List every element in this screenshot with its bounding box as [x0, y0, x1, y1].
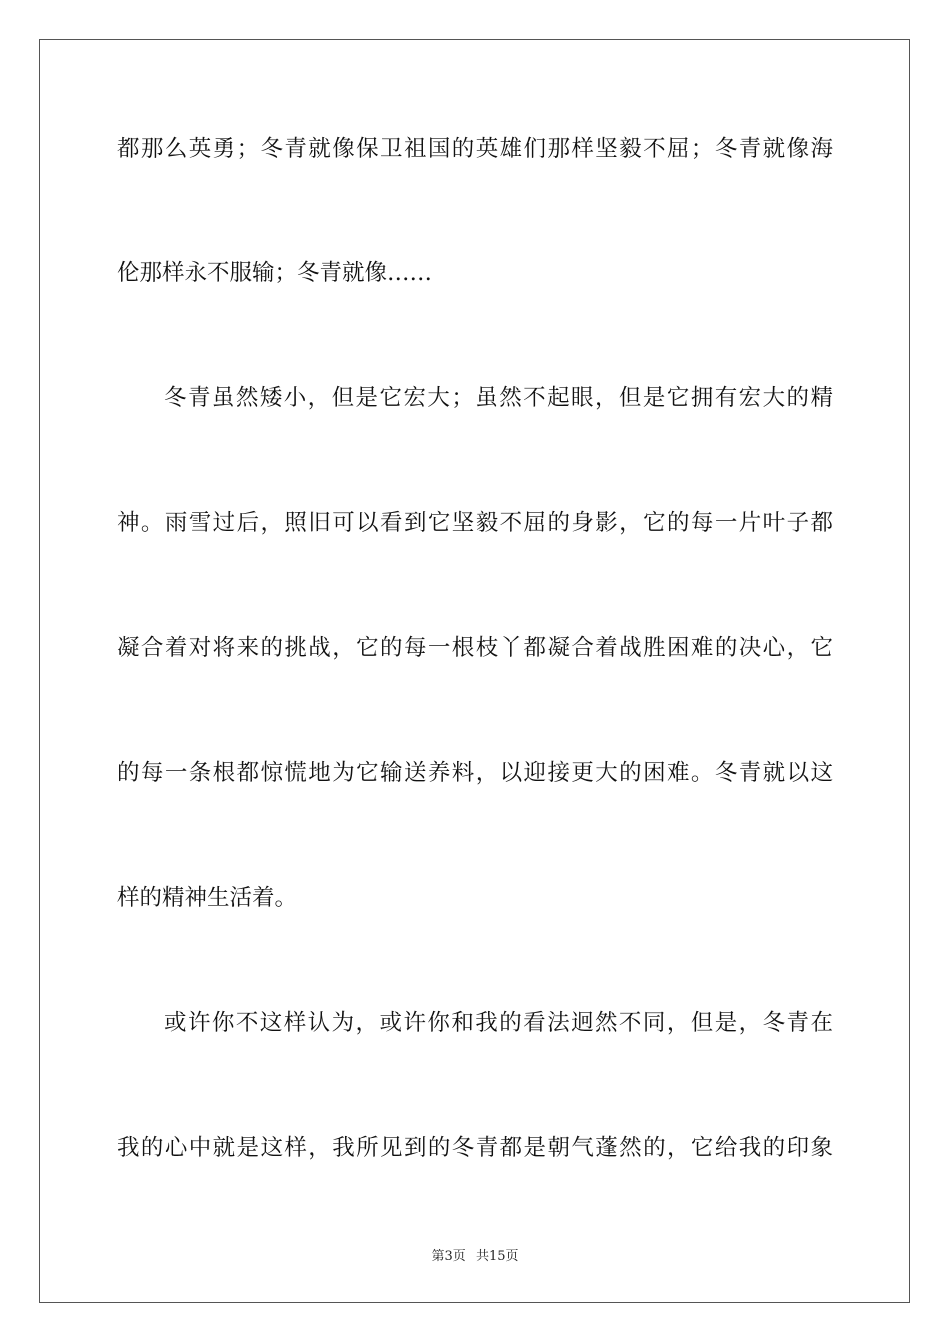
- text-line-9: 我的心中就是这样，我所见到的冬青都是朝气蓬然的，它给我的印象: [117, 1135, 833, 1161]
- text-line-8: 或许你不这样认为，或许你和我的看法迥然不同，但是，冬青在: [164, 1010, 833, 1036]
- text-line-5: 凝合着对将来的挑战，它的每一根枝丫都凝合着战胜困难的决心，它: [117, 635, 833, 661]
- text-line-3: 冬青虽然矮小，但是它宏大；虽然不起眼，但是它拥有宏大的精: [164, 385, 833, 411]
- text-line-2: 伦那样永不服输；冬青就像……: [117, 260, 433, 286]
- page-frame: [39, 39, 910, 1303]
- page-footer: [0, 1248, 950, 1266]
- text-line-1: 都那么英勇；冬青就像保卫祖国的英雄们那样坚毅不屈；冬青就像海: [117, 136, 833, 162]
- text-line-7: 样的精神生活着。: [117, 885, 298, 911]
- text-line-6: 的每一条根都惊慌地为它输送养料，以迎接更大的困难。冬青就以这: [117, 760, 833, 786]
- page-number: 第3页: [431, 1249, 466, 1264]
- page-total: 共15页: [475, 1249, 519, 1264]
- text-line-4: 神。雨雪过后，照旧可以看到它坚毅不屈的身影，它的每一片叶子都: [117, 510, 833, 536]
